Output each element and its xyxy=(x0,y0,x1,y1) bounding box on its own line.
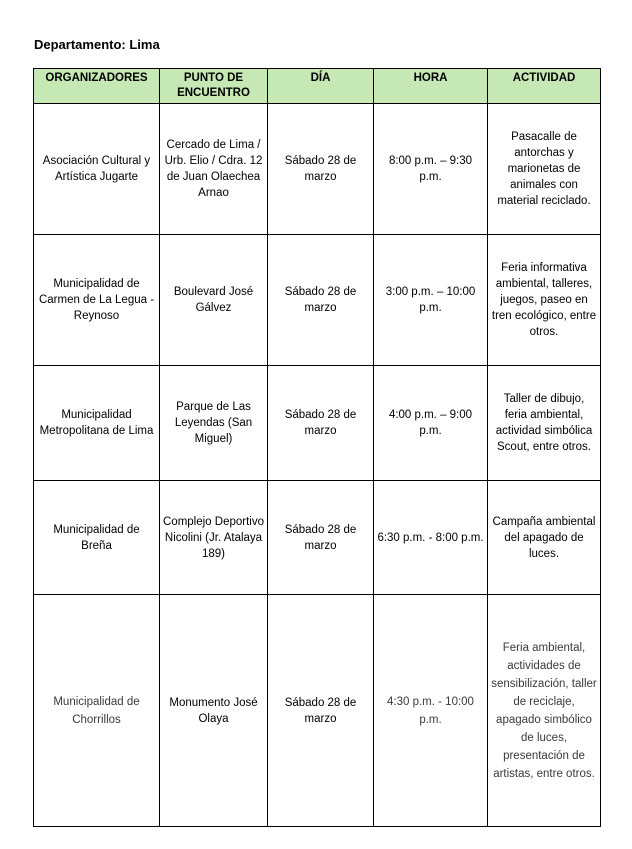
cell-dia: Sábado 28 de marzo xyxy=(268,235,374,366)
cell-actividad: Campaña ambiental del apagado de luces. xyxy=(488,481,601,595)
header-organizadores: ORGANIZADORES xyxy=(34,69,160,104)
cell-actividad: Feria informativa ambiental, talleres, juegos, paseo en tren ecológico, entre otros. xyxy=(488,235,601,366)
cell-punto: Cercado de Lima / Urb. Elio / Cdra. 12 de Juan Olaechea Arnao xyxy=(160,104,268,235)
table-row xyxy=(34,366,601,481)
table-row xyxy=(34,235,601,366)
cell-dia: Sábado 28 de marzo xyxy=(268,481,374,595)
cell-hora: 6:30 p.m. - 8:00 p.m. xyxy=(374,481,488,595)
cell-actividad: Taller de dibujo, feria ambiental, actividad simbólica Scout, entre otros. xyxy=(488,366,601,481)
cell-organizador: Municipalidad de Breña xyxy=(34,481,160,595)
cell-hora: 4:00 p.m. – 9:00 p.m. xyxy=(374,366,488,481)
cell-organizador: Asociación Cultural y Artística Jugarte xyxy=(34,104,160,235)
table-row xyxy=(34,481,601,595)
header-row xyxy=(34,69,601,104)
cell-dia: Sábado 28 de marzo xyxy=(268,104,374,235)
cell-punto: Monumento José Olaya xyxy=(160,595,268,827)
cell-hora: 8:00 p.m. – 9:30 p.m. xyxy=(374,104,488,235)
cell-organizador: Municipalidad de Carmen de La Legua - Reynoso xyxy=(34,235,160,366)
cell-hora: 3:00 p.m. – 10:00 p.m. xyxy=(374,235,488,366)
cell-punto: Complejo Deportivo Nicolini (Jr. Atalaya 189) xyxy=(160,481,268,595)
cell-dia: Sábado 28 de marzo xyxy=(268,366,374,481)
header-punto-de-encuentro: PUNTO DE ENCUENTRO xyxy=(160,69,268,104)
table-row xyxy=(34,104,601,235)
header-hora: HORA xyxy=(374,69,488,104)
cell-actividad: Feria ambiental, actividades de sensibilización, taller de reciclaje, apagado simbólico de luces, presentación de artistas, entre otros. xyxy=(488,595,601,827)
page-title: Departamento: Lima xyxy=(34,37,160,52)
cell-hora: 4:30 p.m. - 10:00 p.m. xyxy=(374,595,488,827)
cell-punto: Parque de Las Leyendas (San Miguel) xyxy=(160,366,268,481)
cell-actividad: Pasacalle de antorchas y marionetas de animales con material reciclado. xyxy=(488,104,601,235)
cell-dia: Sábado 28 de marzo xyxy=(268,595,374,827)
table-row xyxy=(34,595,601,827)
cell-organizador: Municipalidad de Chorrillos xyxy=(34,595,160,827)
cell-organizador: Municipalidad Metropolitana de Lima xyxy=(34,366,160,481)
header-dia: DÍA xyxy=(268,69,374,104)
cell-punto: Boulevard José Gálvez xyxy=(160,235,268,366)
header-actividad: ACTIVIDAD xyxy=(488,69,601,104)
events-table xyxy=(33,68,601,827)
